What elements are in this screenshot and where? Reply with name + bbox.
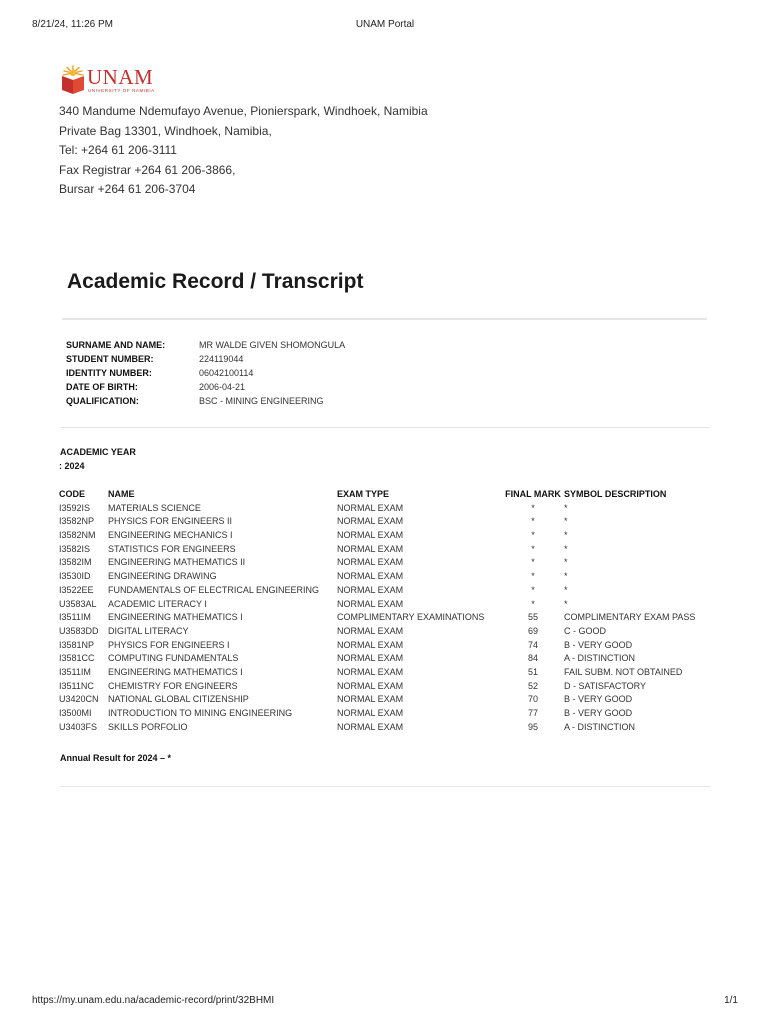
final-mark: 84 [527, 653, 538, 664]
table-row [59, 584, 709, 598]
course-name: ACADEMIC LITERACY I [108, 598, 207, 609]
table-row [59, 639, 709, 653]
final-mark: * [531, 557, 535, 568]
course-code: I3530ID [59, 571, 91, 582]
course-name: CHEMISTRY FOR ENGINEERS [108, 680, 238, 691]
identity-number-row [66, 366, 345, 380]
symbol-description: B - VERY GOOD [564, 708, 633, 718]
header-exam-type: EXAM TYPE [337, 489, 390, 499]
course-name: MATERIALS SCIENCE [108, 502, 201, 513]
exam-type: NORMAL EXAM [337, 530, 404, 541]
table-row [59, 680, 709, 694]
final-mark: 51 [527, 666, 538, 677]
final-mark: * [531, 598, 535, 609]
table-row [59, 693, 709, 707]
divider [60, 427, 710, 428]
table-row [59, 652, 709, 666]
course-code: I3582NP [59, 516, 95, 527]
table-row [59, 611, 709, 625]
course-name: PHYSICS FOR ENGINEERS II [108, 516, 233, 527]
print-url: https://my.unam.edu.na/academic-record/print/32BHMI [32, 995, 275, 1006]
address-postal: Private Bag 13301, Windhoek, Namibia, [59, 123, 272, 138]
table-row [59, 543, 709, 557]
final-mark: * [531, 584, 535, 595]
academic-year-value: : 2024 [59, 461, 85, 471]
symbol-description: * [564, 571, 568, 582]
symbol-description: * [564, 543, 568, 554]
exam-type: NORMAL EXAM [337, 625, 404, 636]
course-name: DIGITAL LITERACY [108, 625, 189, 636]
address-bursar: Bursar +264 61 206-3704 [59, 182, 196, 197]
exam-type: NORMAL EXAM [337, 653, 404, 664]
course-code: I3592IS [59, 502, 91, 513]
divider [60, 786, 710, 787]
exam-type: NORMAL EXAM [337, 680, 404, 691]
symbol-description: B - VERY GOOD [564, 639, 633, 650]
course-code: U3420CN [59, 694, 99, 705]
student-name-label: SURNAME AND NAME: [66, 340, 166, 350]
final-mark: 55 [527, 612, 538, 623]
symbol-description: * [564, 516, 568, 527]
address-tel: Tel: +264 61 206-3111 [59, 143, 177, 158]
table-row [59, 515, 709, 529]
course-code: I3511NC [59, 680, 94, 691]
logo-subtitle: UNIVERSITY OF NAMIBIA [88, 88, 155, 93]
symbol-description: COMPLIMENTARY EXAM PASS [564, 612, 696, 623]
header-name: NAME [108, 489, 135, 499]
print-datetime: 8/21/24, 11:26 PM [32, 19, 113, 30]
symbol-description: FAIL SUBM. NOT OBTAINED [564, 666, 683, 677]
unam-emblem-icon [60, 64, 86, 96]
final-mark: 74 [527, 639, 538, 650]
final-mark: 77 [527, 708, 538, 718]
course-name: SKILLS PORFOLIO [108, 721, 188, 732]
student-number-row [66, 352, 345, 366]
course-code: I3500MI [59, 708, 92, 718]
table-row [59, 721, 709, 735]
exam-type: NORMAL EXAM [337, 543, 404, 554]
student-name-row [66, 338, 345, 352]
course-code: I3511IM [59, 612, 91, 623]
course-code: U3403FS [59, 721, 98, 732]
exam-type: NORMAL EXAM [337, 584, 404, 595]
symbol-description: * [564, 557, 568, 568]
identity-number-value: 06042100114 [199, 368, 254, 378]
final-mark: * [531, 530, 535, 541]
course-name: ENGINEERING MATHEMATICS I [108, 612, 243, 623]
exam-type: NORMAL EXAM [337, 639, 404, 650]
table-row [59, 570, 709, 584]
course-code: I3581NP [59, 639, 95, 650]
symbol-description: C - GOOD [564, 625, 606, 636]
table-row [59, 502, 709, 516]
course-name: COMPUTING FUNDAMENTALS [108, 653, 239, 664]
student-info [66, 338, 345, 408]
exam-type: NORMAL EXAM [337, 694, 404, 705]
symbol-description: D - SATISFACTORY [564, 680, 647, 691]
address-street: 340 Mandume Ndemufayo Avenue, Pionierspark, Windhoek, Namibia [59, 104, 428, 118]
print-page-number: 1/1 [724, 995, 738, 1006]
course-code: I3522EE [59, 584, 94, 595]
final-mark: * [531, 571, 535, 582]
logo-wordmark: UNAM [87, 65, 154, 89]
qualification-label: QUALIFICATION: [66, 396, 139, 406]
table-row [59, 666, 709, 680]
symbol-description: * [564, 598, 568, 609]
final-mark: * [531, 543, 535, 554]
table-body [59, 502, 709, 735]
exam-type: NORMAL EXAM [337, 502, 404, 513]
exam-type: NORMAL EXAM [337, 557, 404, 568]
course-name: NATIONAL GLOBAL CITIZENSHIP [108, 694, 249, 705]
symbol-description: B - VERY GOOD [564, 694, 633, 705]
identity-number-label: IDENTITY NUMBER: [66, 368, 152, 378]
course-name: ENGINEERING DRAWING [108, 571, 217, 582]
address-fax: Fax Registrar +264 61 206-3866, [59, 162, 236, 177]
final-mark: 95 [527, 721, 538, 732]
course-name: ENGINEERING MATHEMATICS II [108, 557, 246, 568]
course-name: FUNDAMENTALS OF ELECTRICAL ENGINEERING [108, 584, 320, 595]
date-of-birth-row [66, 380, 345, 394]
course-code: U3583AL [59, 598, 97, 609]
qualification-value: BSC - MINING ENGINEERING [199, 396, 324, 406]
course-code: U3583DD [59, 625, 99, 636]
symbol-description: * [564, 584, 568, 595]
university-address [59, 102, 428, 200]
course-code: I3582NM [59, 530, 96, 541]
qualification-row [66, 394, 345, 408]
final-mark: * [531, 516, 535, 527]
student-name-value: MR WALDE GIVEN SHOMONGULA [199, 340, 346, 350]
header-final-mark: FINAL MARK [505, 489, 561, 499]
academic-year-label: ACADEMIC YEAR [60, 447, 136, 457]
course-name: ENGINEERING MECHANICS I [108, 530, 233, 541]
exam-type: NORMAL EXAM [337, 598, 404, 609]
annual-result: Annual Result for 2024 – * [60, 753, 172, 763]
course-code: I3581CC [59, 653, 95, 664]
page-title: Academic Record / Transcript [67, 270, 364, 293]
header-code: CODE [59, 489, 86, 499]
exam-type: COMPLIMENTARY EXAMINATIONS [337, 612, 485, 623]
print-page-title: UNAM Portal [355, 19, 415, 30]
unam-logo [60, 64, 180, 98]
exam-type: NORMAL EXAM [337, 516, 404, 527]
exam-type: NORMAL EXAM [337, 666, 404, 677]
student-number-label: STUDENT NUMBER: [66, 354, 154, 364]
course-name: PHYSICS FOR ENGINEERS I [108, 639, 230, 650]
table-row [59, 707, 709, 721]
exam-type: NORMAL EXAM [337, 708, 404, 718]
divider [62, 318, 707, 320]
exam-type: NORMAL EXAM [337, 571, 404, 582]
date-of-birth-value: 2006-04-21 [199, 382, 246, 392]
table-row [59, 529, 709, 543]
course-name: INTRODUCTION TO MINING ENGINEERING [108, 708, 293, 718]
symbol-description: * [564, 530, 568, 541]
course-name: STATISTICS FOR ENGINEERS [108, 543, 236, 554]
final-mark: 70 [527, 694, 538, 705]
final-mark: 52 [527, 680, 538, 691]
symbol-description: * [564, 502, 568, 513]
print-header [32, 19, 738, 33]
table-header [59, 488, 709, 502]
symbol-description: A - DISTINCTION [564, 653, 636, 664]
final-mark: 69 [527, 625, 538, 636]
student-number-value: 224119044 [199, 354, 244, 364]
course-code: I3511IM [59, 666, 91, 677]
results-table [59, 488, 709, 734]
course-code: I3582IS [59, 543, 91, 554]
print-footer [32, 995, 738, 1009]
exam-type: NORMAL EXAM [337, 721, 404, 732]
table-row [59, 598, 709, 612]
final-mark: * [531, 502, 535, 513]
symbol-description: A - DISTINCTION [564, 721, 636, 732]
course-name: ENGINEERING MATHEMATICS I [108, 666, 243, 677]
table-row [59, 625, 709, 639]
table-row [59, 556, 709, 570]
date-of-birth-label: DATE OF BIRTH: [66, 382, 138, 392]
header-symbol-description: SYMBOL DESCRIPTION [564, 489, 667, 499]
course-code: I3582IM [59, 557, 92, 568]
